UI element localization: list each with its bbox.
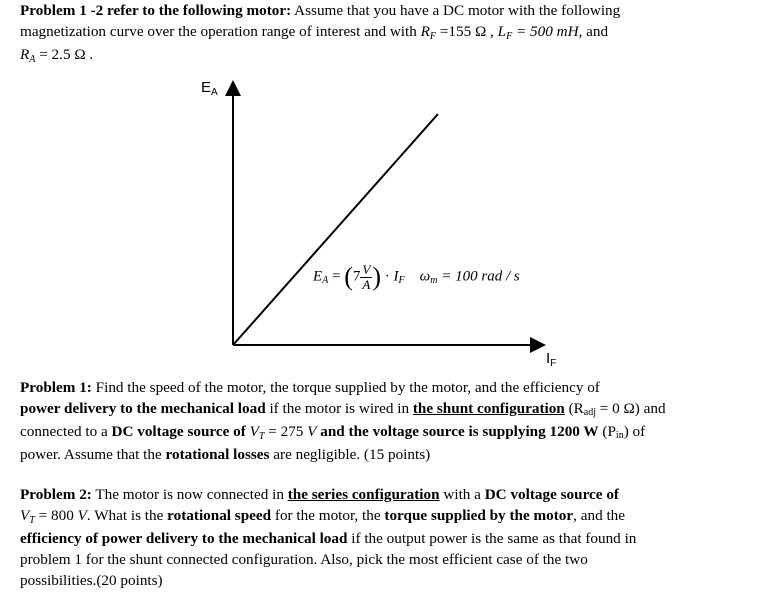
p1-t2e: adj [583,407,596,418]
formula-ea: E [313,268,323,285]
p2-t2g: for the motor, the [274,507,381,524]
p1-line-2 [20,398,754,421]
formula-eq: = [332,268,341,285]
p2-t1c: with a [443,486,481,503]
p1-t3j: ) of [623,423,646,440]
header-title: Problem 1 -2 refer to the following motor: [20,2,292,19]
formula-if: I [393,268,399,285]
p2-line-2 [20,505,754,528]
p2-line-1 [20,484,754,505]
p1-t3i: in [615,430,624,441]
header-intro: Assume that you have a DC motor with the following [294,2,621,19]
p1-t2d: (R [568,400,584,417]
p2-series-config: the series configuration [287,486,440,503]
magnetization-curve-line [233,114,438,345]
p2-t3a: efficiency of power delivery to the mechanical load [20,530,348,547]
p1-line-1 [20,377,754,398]
p2-t2d: V [77,507,87,524]
formula-paren-close: ) [372,262,382,291]
p2-t2e: . What is the [86,507,164,524]
ea-formula [313,262,520,292]
p1-t3h: (P [602,423,616,440]
p2-line-5 [20,570,754,591]
p2-line-4 [20,549,754,570]
p2-t3b: if the output power is the same as that found in [351,530,637,547]
formula-omega-sub: m [430,275,438,287]
formula-if-sub: F [398,275,405,287]
y-axis-label: $E_A$ [201,79,218,98]
p1-t4b: rotational losses [165,446,270,463]
p1-line-4 [20,444,754,465]
rf-sub: F [429,31,437,42]
p2-t2h: torque supplied by the motor [384,507,574,524]
frac-den: A [362,276,371,292]
p1-line-3 [20,421,754,444]
rf-value: =155 Ω , [439,23,494,40]
p1-t2a: power delivery to the mechanical load [20,400,266,417]
p2-t5: possibilities.(20 points) [20,572,163,589]
lf-value: = 500 mH [516,23,579,40]
formula-ea-sub: A [322,275,329,287]
problem-2 [20,484,754,591]
frac-num: V [362,261,371,277]
p1-vt-sub: T [258,431,265,442]
ra-sub: A [29,54,36,65]
p2-t2f: rotational speed [167,507,272,524]
formula-coef: 7 [352,268,361,285]
rf-symbol: R [420,23,430,40]
p1-t3e: = 275 [268,423,304,440]
p2-line-3 [20,528,754,549]
x-axis-label: $I_F$ [546,350,557,369]
p1-t2b: if the motor is wired in [269,400,410,417]
p1-t4c: are negligible. (15 points) [273,446,431,463]
p2-label: Problem 2: [20,486,92,503]
formula-omega: ω [419,268,431,285]
header-line2-end: , and [578,23,609,40]
header-line2-text: magnetization curve over the operation range of interest and with [20,23,417,40]
p1-t3b: DC voltage source of [111,423,246,440]
p1-shunt-config: the shunt configuration [412,400,565,417]
p1-t2f: = 0 Ω) and [599,400,666,417]
formula-omega-val: = 100 rad / s [441,268,520,285]
p2-t2i: , and the [573,507,626,524]
p1-label: Problem 1: [20,379,92,396]
p1-t1: Find the speed of the motor, the torque supplied by the motor, and the efficiency of [95,379,600,396]
lf-symbol: L [497,23,507,40]
p1-t3g: and the voltage source is supplying 1200 W [320,423,599,440]
p2-t1d: DC voltage source of [484,486,619,503]
ra-symbol: R [20,46,30,63]
p2-t1a: The motor is now connected in [95,486,284,503]
p1-t3f: V [307,423,317,440]
p2-t4: problem 1 for the shunt connected configuration. Also, pick the most efficient case of the two [20,551,588,568]
p1-t4a: power. Assume that the [20,446,162,463]
p2-vt: V [20,507,30,524]
p2-vt-sub: T [29,515,35,526]
formula-times: · [384,268,390,285]
problem-1 [20,377,754,465]
lf-sub: F [506,31,513,42]
formula-paren-open: ( [344,262,353,291]
p1-vt: V [249,423,259,440]
formula-fraction [360,263,372,292]
p1-t3a: connected to a [20,423,108,440]
p2-t2c: = 800 [38,507,74,524]
ra-value: = 2.5 Ω . [39,46,94,63]
